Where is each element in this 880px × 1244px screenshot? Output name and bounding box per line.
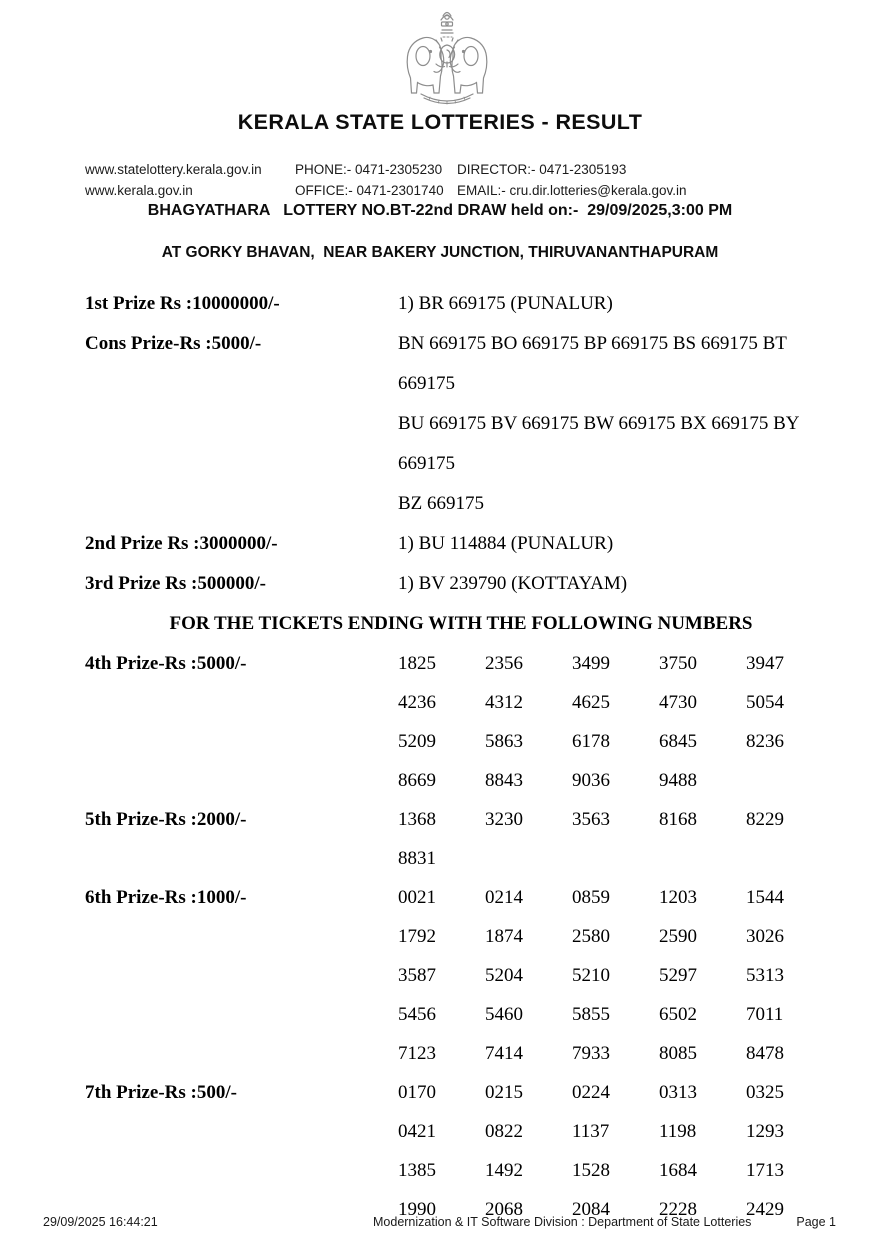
ticket-number: 0859	[572, 887, 610, 908]
ticket-number: 0421	[398, 1121, 436, 1142]
website-statelottery: www.statelottery.kerala.gov.in	[85, 162, 262, 177]
fifth-prize-label: 5th Prize-Rs :2000/-	[85, 809, 247, 830]
ticket-number: 1528	[572, 1160, 610, 1181]
ticket-number: 1385	[398, 1160, 436, 1181]
ticket-number: 2590	[659, 926, 697, 947]
ticket-number: 8229	[746, 809, 784, 830]
first-prize-label: 1st Prize Rs :10000000/-	[85, 293, 280, 314]
ticket-number: 1368	[398, 809, 436, 830]
ticket-number: 9488	[659, 770, 697, 791]
fifth-prize-number-grid	[398, 800, 837, 878]
sixth-prize-label: 6th Prize-Rs :1000/-	[85, 887, 247, 908]
contact-row-2	[85, 180, 805, 201]
ticket-number: 5313	[746, 965, 784, 986]
ticket-number: 5210	[572, 965, 610, 986]
fifth-prize-group	[85, 800, 837, 878]
ticket-number: 8236	[746, 731, 784, 752]
ticket-number: 0214	[485, 887, 523, 908]
seventh-prize-group	[85, 1073, 837, 1229]
phone-number: PHONE:- 0471-2305230	[295, 162, 443, 177]
third-prize-row	[85, 564, 837, 604]
first-prize-value: 1) BR 669175 (PUNALUR)	[398, 293, 613, 314]
fourth-prize-group	[85, 644, 837, 800]
ticket-number: 5863	[485, 731, 523, 752]
consolation-prize-row	[85, 324, 837, 524]
ticket-number: 2084	[572, 1199, 610, 1220]
second-prize-label: 2nd Prize Rs :3000000/-	[85, 533, 278, 554]
ticket-number: 6178	[572, 731, 610, 752]
ticket-number: 8669	[398, 770, 436, 791]
office-number: OFFICE:- 0471-2301740	[295, 183, 444, 198]
ticket-number: 4312	[485, 692, 523, 713]
ticket-number: 1874	[485, 926, 523, 947]
ticket-number: 8478	[746, 1043, 784, 1064]
ticket-number: 2429	[746, 1199, 784, 1220]
ticket-number: 5855	[572, 1004, 610, 1025]
ticket-number: 2228	[659, 1199, 697, 1220]
contact-block	[85, 159, 805, 201]
prize-results	[85, 284, 837, 1229]
ticket-number: 5456	[398, 1004, 436, 1025]
sixth-prize-number-grid	[398, 878, 837, 1073]
ticket-number: 7123	[398, 1043, 436, 1064]
ticket-number: 1684	[659, 1160, 697, 1181]
ticket-number: 5297	[659, 965, 697, 986]
first-prize-row	[85, 284, 837, 324]
director-number: DIRECTOR:- 0471-2305193	[457, 162, 627, 177]
ticket-number: 2580	[572, 926, 610, 947]
draw-info-line: BHAGYATHARA LOTTERY NO.BT-22nd DRAW held on:- 29/09/2025,3:00 PM	[147, 202, 733, 219]
ticket-number: 8168	[659, 809, 697, 830]
ticket-number: 1293	[746, 1121, 784, 1142]
ticket-number: 0325	[746, 1082, 784, 1103]
ticket-number: 1203	[659, 887, 697, 908]
email-address: EMAIL:- cru.dir.lotteries@kerala.gov.in	[457, 183, 687, 198]
ticket-number: 1990	[398, 1199, 436, 1220]
ticket-number: 7011	[746, 1004, 784, 1025]
ticket-number: 1492	[485, 1160, 523, 1181]
second-prize-row	[85, 524, 837, 564]
fourth-prize-number-grid	[398, 644, 837, 800]
kerala-state-emblem-icon	[395, 7, 499, 111]
fourth-prize-label: 4th Prize-Rs :5000/-	[85, 653, 247, 674]
sixth-prize-group	[85, 878, 837, 1073]
consolation-line: BN 669175 BO 669175 BP 669175 BS 669175 BT 669175	[398, 333, 787, 394]
third-prize-value: 1) BV 239790 (KOTTAYAM)	[398, 573, 628, 594]
ticket-number: 7933	[572, 1043, 610, 1064]
consolation-prize-numbers	[398, 324, 837, 524]
ticket-number: 4730	[659, 692, 697, 713]
ticket-number: 0021	[398, 887, 436, 908]
consolation-line: BZ 669175	[398, 493, 485, 514]
ticket-number: 1713	[746, 1160, 784, 1181]
second-prize-value: 1) BU 114884 (PUNALUR)	[398, 533, 614, 554]
ticket-number: 4236	[398, 692, 436, 713]
ticket-number: 3750	[659, 653, 697, 674]
consolation-prize-label: Cons Prize-Rs :5000/-	[85, 333, 262, 354]
ticket-number: 5209	[398, 731, 436, 752]
ticket-number: 8843	[485, 770, 523, 791]
venue-line: AT GORKY BHAVAN, NEAR BAKERY JUNCTION, THIRUVANANTHAPURAM	[161, 244, 719, 261]
ticket-number: 3026	[746, 926, 784, 947]
ticket-number: 0313	[659, 1082, 697, 1103]
ticket-number: 1825	[398, 653, 436, 674]
ticket-number: 5054	[746, 692, 784, 713]
ticket-number: 2356	[485, 653, 523, 674]
footer-timestamp: 29/09/2025 16:44:21	[43, 1215, 158, 1229]
ticket-number: 1544	[746, 887, 784, 908]
ticket-number: 0215	[485, 1082, 523, 1103]
ticket-number: 7414	[485, 1043, 523, 1064]
ticket-number: 2068	[485, 1199, 523, 1220]
ticket-number: 4625	[572, 692, 610, 713]
ticket-number: 1137	[572, 1121, 610, 1142]
consolation-line: BU 669175 BV 669175 BW 669175 BX 669175 BY 669175	[398, 413, 799, 474]
seventh-prize-label: 7th Prize-Rs :500/-	[85, 1082, 237, 1103]
ticket-number: 5204	[485, 965, 523, 986]
ticket-number: 3587	[398, 965, 436, 986]
ticket-number: 5460	[485, 1004, 523, 1025]
footer-division: Modernization & IT Software Division : Department of State Lotteries	[373, 1215, 752, 1229]
ticket-number: 3230	[485, 809, 523, 830]
page-title: KERALA STATE LOTTERIES - RESULT	[237, 110, 643, 134]
ticket-number: 6845	[659, 731, 697, 752]
ticket-number: 3499	[572, 653, 610, 674]
contact-row-1	[85, 159, 805, 180]
website-kerala: www.kerala.gov.in	[85, 183, 193, 198]
ticket-number: 1198	[659, 1121, 697, 1142]
tickets-ending-heading: FOR THE TICKETS ENDING WITH THE FOLLOWING NUMBERS	[169, 613, 753, 634]
seventh-prize-number-grid	[398, 1073, 837, 1229]
ticket-number: 9036	[572, 770, 610, 791]
ticket-number: 1792	[398, 926, 436, 947]
ticket-number: 8085	[659, 1043, 697, 1064]
ticket-number: 3947	[746, 653, 784, 674]
ticket-number: 3563	[572, 809, 610, 830]
ticket-number: 0822	[485, 1121, 523, 1142]
ticket-number: 8831	[398, 848, 436, 869]
ticket-number: 0170	[398, 1082, 436, 1103]
ticket-number: 0224	[572, 1082, 610, 1103]
third-prize-label: 3rd Prize Rs :500000/-	[85, 573, 266, 594]
footer-page-number: Page 1	[796, 1215, 836, 1229]
ticket-number: 6502	[659, 1004, 697, 1025]
